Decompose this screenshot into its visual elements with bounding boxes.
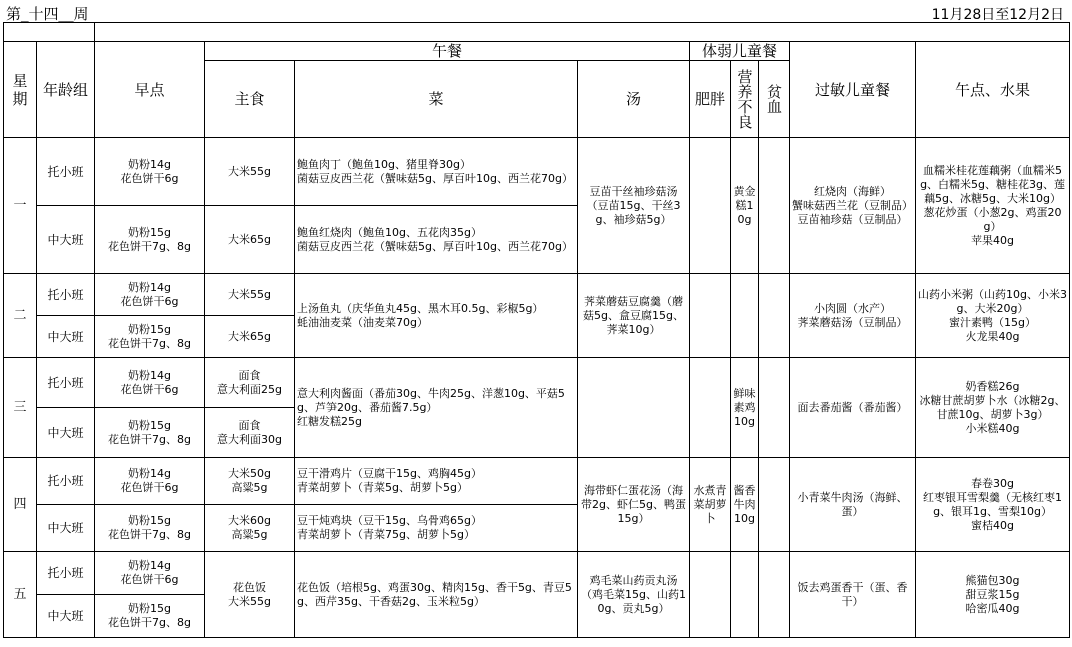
col-age-group: 年龄组 — [37, 42, 95, 138]
malnutrition-cell — [731, 274, 759, 358]
obese-cell — [690, 138, 731, 274]
blank-corner — [4, 23, 95, 42]
allergy-cell: 小肉圆（水产） 荠菜蘑菇汤（豆制品） — [790, 274, 916, 358]
day-cell: 四 — [4, 458, 37, 552]
staple-cell: 面食 意大利面25g — [205, 358, 295, 408]
col-lunch: 午餐 — [205, 42, 690, 61]
sheet-header — [0, 0, 1072, 22]
soup-cell — [578, 358, 690, 458]
anemia-cell — [759, 138, 790, 274]
breakfast-cell: 奶粉14g 花色饼干6g — [95, 138, 205, 206]
blank-band — [95, 23, 1070, 42]
breakfast-cell: 奶粉14g 花色饼干6g — [95, 274, 205, 316]
col-dish: 菜 — [295, 61, 578, 138]
staple-cell: 大米55g — [205, 274, 295, 316]
day-cell: 一 — [4, 138, 37, 274]
soup-cell: 海带虾仁蛋花汤（海带2g、虾仁5g、鸭蛋15g） — [578, 458, 690, 552]
malnutrition-cell: 鲜味素鸡10g — [731, 358, 759, 458]
afternoon-cell: 奶香糕26g 冰糖甘蔗胡萝卜水（冰糖2g、甘蔗10g、胡萝卜3g） 小米糕40g — [916, 358, 1070, 458]
age-group-cell: 托小班 — [37, 138, 95, 206]
staple-cell: 大米65g — [205, 206, 295, 274]
afternoon-cell: 春卷30g 红枣银耳雪梨羹（无核红枣1g、银耳1g、雪梨10g） 蜜桔40g — [916, 458, 1070, 552]
breakfast-cell: 奶粉15g 花色饼干7g、8g — [95, 206, 205, 274]
anemia-cell — [759, 274, 790, 358]
breakfast-cell: 奶粉14g 花色饼干6g — [95, 552, 205, 595]
anemia-cell — [759, 458, 790, 552]
age-group-cell: 中大班 — [37, 408, 95, 458]
allergy-cell: 饭去鸡蛋香干（蛋、香干） — [790, 552, 916, 638]
age-group-cell: 托小班 — [37, 274, 95, 316]
obese-cell — [690, 274, 731, 358]
staple-cell: 面食 意大利面30g — [205, 408, 295, 458]
malnutrition-cell: 黄金糕10g — [731, 138, 759, 274]
date-range: 11月28日至12月2日 — [931, 7, 1064, 23]
dish-cell: 鲍鱼红烧肉（鲍鱼10g、五花肉35g） 菌菇豆皮西兰花（蟹味菇5g、厚百叶10g、西兰花70g） — [295, 206, 578, 274]
staple-cell: 大米65g — [205, 316, 295, 358]
breakfast-cell: 奶粉14g 花色饼干6g — [95, 358, 205, 408]
age-group-cell: 中大班 — [37, 316, 95, 358]
age-group-cell: 中大班 — [37, 505, 95, 552]
dish-cell: 上汤鱼丸（庆华鱼丸45g、黑木耳0.5g、彩椒5g） 蚝油油麦菜（油麦菜70g） — [295, 274, 578, 358]
dish-cell: 花色饭（培根5g、鸡蛋30g、精肉15g、香干5g、青豆5g、西芹35g、干香菇2g、玉米粒5g） — [295, 552, 578, 638]
afternoon-cell: 山药小米粥（山药10g、小米3g、大米20g） 蜜汁素鸭（15g） 火龙果40g — [916, 274, 1070, 358]
age-group-cell: 托小班 — [37, 358, 95, 408]
allergy-cell: 红烧肉（海鲜） 蟹味菇西兰花（豆制品） 豆苗袖珍菇（豆制品） — [790, 138, 916, 274]
breakfast-cell: 奶粉15g 花色饼干7g、8g — [95, 505, 205, 552]
dish-cell: 鲍鱼肉丁（鲍鱼10g、猪里脊30g） 菌菇豆皮西兰花（蟹味菇5g、厚百叶10g、西兰花70g） — [295, 138, 578, 206]
staple-cell: 花色饭 大米55g — [205, 552, 295, 638]
age-group-cell: 中大班 — [37, 206, 95, 274]
weekly-menu-table — [3, 22, 1070, 638]
age-group-cell: 托小班 — [37, 552, 95, 595]
col-weekday: 星期 — [4, 42, 37, 138]
day-cell: 三 — [4, 358, 37, 458]
afternoon-cell: 熊猫包30g 甜豆浆15g 哈密瓜40g — [916, 552, 1070, 638]
soup-cell: 鸡毛菜山药贡丸汤（鸡毛菜15g、山药10g、贡丸5g） — [578, 552, 690, 638]
staple-cell: 大米50g 高粱5g — [205, 458, 295, 505]
malnutrition-cell — [731, 552, 759, 638]
col-obese: 肥胖 — [690, 61, 731, 138]
week-label: 第_十四__周 — [6, 5, 89, 23]
allergy-cell: 小青菜牛肉汤（海鲜、蛋） — [790, 458, 916, 552]
col-anemia: 贫血 — [759, 61, 790, 138]
dish-cell: 豆干滑鸡片（豆腐干15g、鸡胸45g） 青菜胡萝卜（青菜5g、胡萝卜5g） — [295, 458, 578, 505]
breakfast-cell: 奶粉14g 花色饼干6g — [95, 458, 205, 505]
day-cell: 二 — [4, 274, 37, 358]
day-cell: 五 — [4, 552, 37, 638]
col-soup: 汤 — [578, 61, 690, 138]
col-breakfast: 早点 — [95, 42, 205, 138]
soup-cell: 荠菜蘑菇豆腐羹（蘑菇5g、盒豆腐15g、荠菜10g） — [578, 274, 690, 358]
dish-cell: 意大利肉酱面（番茄30g、牛肉25g、洋葱10g、平菇5g、芦笋20g、番茄酱7.5g） 红糖发糕25g — [295, 358, 578, 458]
anemia-cell — [759, 552, 790, 638]
dish-cell: 豆干炖鸡块（豆干15g、乌骨鸡65g） 青菜胡萝卜（青菜75g、胡萝卜5g） — [295, 505, 578, 552]
col-weak-child-meal: 体弱儿童餐 — [690, 42, 790, 61]
anemia-cell — [759, 358, 790, 458]
age-group-cell: 托小班 — [37, 458, 95, 505]
malnutrition-cell: 酱香牛肉10g — [731, 458, 759, 552]
col-malnutrition: 营养不良 — [731, 61, 759, 138]
staple-cell: 大米55g — [205, 138, 295, 206]
afternoon-cell: 血糯米桂花莲藕粥（血糯米5g、白糯米5g、糖桂花3g、莲藕5g、冰糖5g、大米10g） 葱花炒蛋（小葱2g、鸡蛋20g） 苹果40g — [916, 138, 1070, 274]
obese-cell: 水煮青菜胡萝卜 — [690, 458, 731, 552]
col-afternoon-fruit: 午点、水果 — [916, 42, 1070, 138]
age-group-cell: 中大班 — [37, 595, 95, 638]
obese-cell — [690, 552, 731, 638]
breakfast-cell: 奶粉15g 花色饼干7g、8g — [95, 595, 205, 638]
breakfast-cell: 奶粉15g 花色饼干7g、8g — [95, 316, 205, 358]
staple-cell: 大米60g 高粱5g — [205, 505, 295, 552]
col-staple: 主食 — [205, 61, 295, 138]
allergy-cell: 面去番茄酱（番茄酱） — [790, 358, 916, 458]
soup-cell: 豆苗干丝袖珍菇汤（豆苗15g、干丝3g、袖珍菇5g） — [578, 138, 690, 274]
col-allergy-meal: 过敏儿童餐 — [790, 42, 916, 138]
breakfast-cell: 奶粉15g 花色饼干7g、8g — [95, 408, 205, 458]
obese-cell — [690, 358, 731, 458]
